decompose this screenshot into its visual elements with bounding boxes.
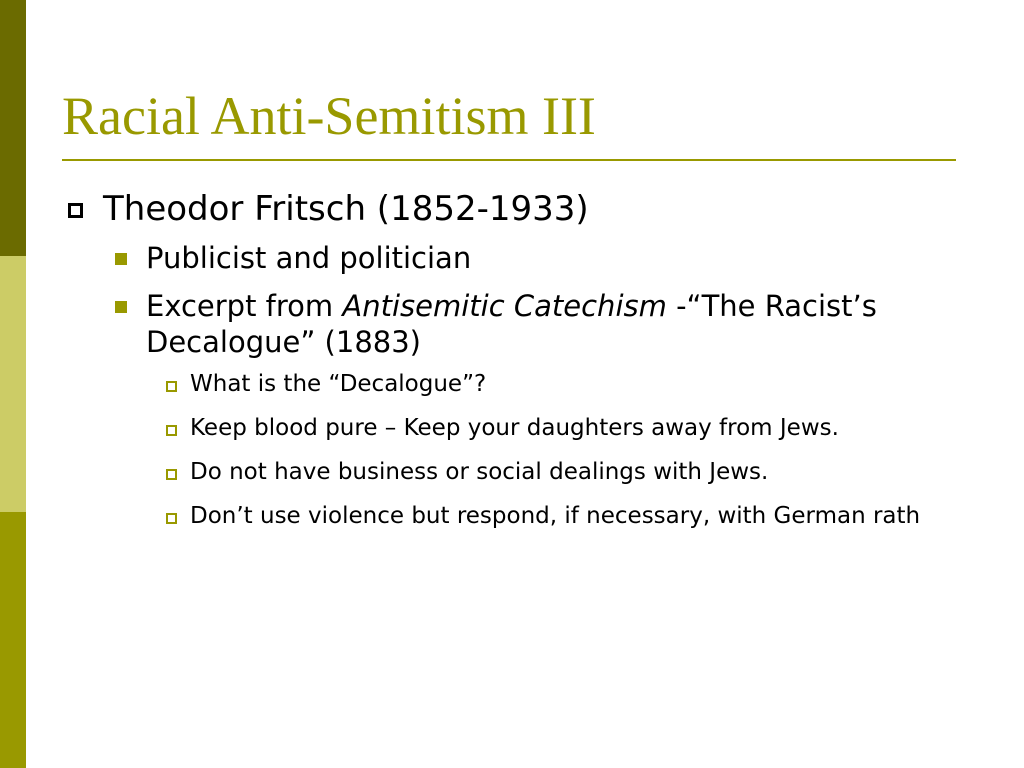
filled-square-bullet-icon (115, 301, 127, 313)
bullet-level3 (190, 367, 950, 401)
filled-square-bullet-icon (115, 253, 127, 265)
slide-title: Racial Anti-Semitism III (62, 86, 596, 146)
book-title: Antisemitic Catechism (342, 289, 667, 323)
bullet-level3 (190, 411, 950, 445)
bullet-text-prefix: Excerpt from (146, 289, 343, 323)
bullet-level3 (190, 455, 950, 489)
hollow-square-bullet-icon (166, 425, 177, 436)
bullet-text: Publicist and politician (146, 241, 472, 275)
bullet-text: Do not have business or social dealings with Jews. (190, 459, 769, 485)
title-underline (62, 159, 956, 161)
hollow-square-bullet-icon (68, 203, 83, 218)
hollow-square-bullet-icon (166, 513, 177, 524)
bullet-text: Don’t use violence but respond, if necessary, with German rath (190, 503, 921, 529)
bullet-text-suffix: -“The Racist’s Decalogue” (1883) (146, 289, 877, 359)
hollow-square-bullet-icon (166, 381, 177, 392)
bullet-text: Keep blood pure – Keep your daughters away from Jews. (190, 415, 839, 441)
bullet-level1 (103, 186, 1000, 232)
sidebar-stripe-olive (0, 512, 26, 768)
hollow-square-bullet-icon (166, 469, 177, 480)
bullet-text: Theodor Fritsch (1852-1933) (103, 189, 589, 229)
bullet-level2 (146, 288, 906, 360)
bullet-level3 (190, 499, 950, 533)
slide-body (0, 186, 1000, 533)
bullet-level2 (146, 240, 906, 276)
bullet-text: What is the “Decalogue”? (190, 371, 487, 397)
